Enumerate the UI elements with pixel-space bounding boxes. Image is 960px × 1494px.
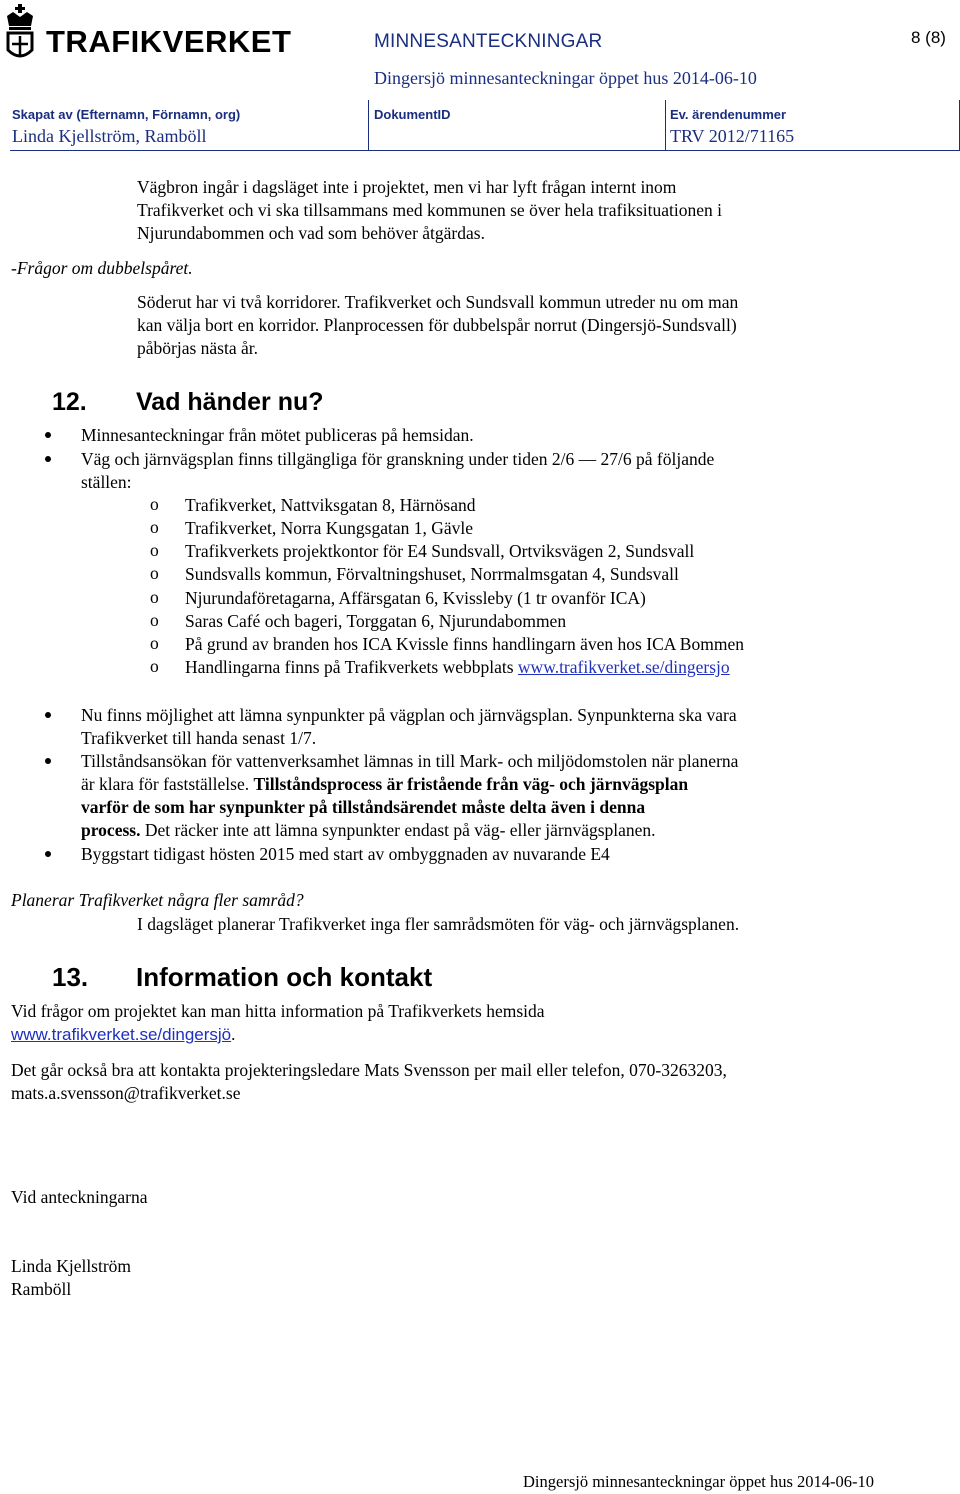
bullet-text: Trafikverket till handa senast 1/7. <box>81 728 317 748</box>
document-id-label: DokumentID <box>374 107 451 122</box>
page-number: 8 (8) <box>911 28 946 47</box>
section-title: Information och kontakt <box>136 962 433 992</box>
case-number-value: TRV 2012/71165 <box>670 126 795 146</box>
list-marker: o <box>150 633 159 653</box>
list-marker: o <box>150 494 159 514</box>
dingersjo-web-link[interactable]: www.trafikverket.se/dingersjo <box>517 657 730 677</box>
header-subtitle: Dingersjö minnesanteckningar öppet hus 2014-06-10 <box>374 68 757 88</box>
trafikverket-logo <box>4 4 304 60</box>
place-item: Sundsvalls kommun, Förvaltningshuset, Norrmalmsgatan 4, Sundsvall <box>185 564 679 584</box>
intro-line: Njurundabommen och vad som behöver åtgärdas. <box>137 223 485 243</box>
created-by-value: Linda Kjellström, Ramböll <box>12 126 207 146</box>
section-title: Vad händer nu? <box>136 388 324 416</box>
bullet-text: Byggstart tidigast hösten 2015 med start av ombyggnaden av nuvarande E4 <box>81 844 610 864</box>
bullet-text: Väg och järnvägsplan finns tillgängliga för granskning under tiden 2/6 — 27/6 på följande <box>81 449 715 469</box>
case-number-label: Ev. ärendenummer <box>670 107 787 122</box>
bullet-text: Nu finns möjlighet att lämna synpunkter på vägplan och järnvägsplan. Synpunkterna ska vara <box>81 705 737 725</box>
header-rule <box>10 150 960 151</box>
logo-wordmark: TRAFIKVERKET <box>46 24 292 59</box>
section-number: 13. <box>52 962 89 992</box>
document-type: MINNESANTECKNINGAR <box>374 31 603 52</box>
signature-label: Vid anteckningarna <box>11 1187 148 1207</box>
place-item: Njurundaföretagarna, Affärsgatan 6, Kvissleby (1 tr ovanför ICA) <box>185 588 646 608</box>
bullet-text: Minnesanteckningar från mötet publiceras på hemsidan. <box>81 425 474 445</box>
section-number: 12. <box>52 388 87 416</box>
list-marker: o <box>150 587 159 607</box>
signature-name: Linda Kjellström <box>11 1256 132 1276</box>
bullet-icon <box>45 432 51 438</box>
info-link-line: www.trafikverket.se/dingersjö. <box>11 1025 236 1044</box>
place-item: Saras Café och bageri, Torggatan 6, Njurundabommen <box>185 611 567 631</box>
question-samrad: Planerar Trafikverket några fler samråd? <box>11 890 304 910</box>
bullet-icon <box>45 712 51 718</box>
place-item: Trafikverkets projektkontor för E4 Sundsvall, Ortviksvägen 2, Sundsvall <box>185 541 695 561</box>
list-marker: o <box>150 656 159 676</box>
header-separator <box>665 100 666 150</box>
bullet-text: är klara för fastställelse. Tillståndsprocess är fristående från väg- och järnvägsplan <box>81 774 689 794</box>
answer-line: Söderut har vi två korridorer. Trafikverket och Sundsvall kommun utreder nu om man <box>137 292 739 312</box>
intro-line: Trafikverket och vi ska tillsammans med kommunen se över hela trafiksituationen i <box>137 200 722 220</box>
crown-icon <box>4 4 304 60</box>
intro-line: Vägbron ingår i dagsläget inte i projektet, men vi har lyft frågan internt inom <box>137 177 677 197</box>
header-separator <box>368 100 369 150</box>
dingersjo-link[interactable]: www.trafikverket.se/dingersjö <box>11 1025 232 1044</box>
contact-line: Det går också bra att kontakta projekteringsledare Mats Svensson per mail eller telefon, 070-3263203, <box>11 1060 727 1080</box>
signature-org: Ramböll <box>11 1279 72 1299</box>
list-marker: o <box>150 517 159 537</box>
answer-samrad: I dagsläget planerar Trafikverket inga fler samrådsmöten för väg- och järnvägsplanen. <box>137 914 740 934</box>
place-item: Trafikverket, Nattviksgatan 8, Härnösand <box>185 495 476 515</box>
place-item: På grund av branden hos ICA Kvissle finns handlingarn även hos ICA Bommen <box>185 634 744 654</box>
created-by-label: Skapat av (Efternamn, Förnamn, org) <box>12 107 241 122</box>
bullet-text: varför de som har synpunkter på tillståndsärendet måste delta även i denna <box>81 797 646 817</box>
page-footer: Dingersjö minnesanteckningar öppet hus 2014-06-10 <box>523 1472 875 1491</box>
bullet-text: process. Det räcker inte att lämna synpunkter endast på väg- eller järnvägsplanen. <box>81 820 656 840</box>
bullet-icon <box>45 851 51 857</box>
list-marker: o <box>150 563 159 583</box>
place-item: Handlingarna finns på Trafikverkets webbplats www.trafikverket.se/dingersjo <box>185 657 730 677</box>
question-dubbelsparet: -Frågor om dubbelspåret. <box>11 258 193 278</box>
bullet-icon <box>45 758 51 764</box>
bullet-icon <box>45 456 51 462</box>
bullet-text: ställen: <box>81 472 132 492</box>
contact-email: mats.a.svensson@trafikverket.se <box>11 1083 241 1103</box>
place-item: Trafikverket, Norra Kungsgatan 1, Gävle <box>185 518 474 538</box>
info-line: Vid frågor om projektet kan man hitta information på Trafikverkets hemsida <box>11 1001 545 1021</box>
list-marker: o <box>150 540 159 560</box>
bullet-text: Tillståndsansökan för vattenverksamhet lämnas in till Mark- och miljödomstolen när planerna <box>81 751 739 771</box>
answer-line: påbörjas nästa år. <box>137 338 258 358</box>
list-marker: o <box>150 610 159 630</box>
answer-line: kan välja bort en korridor. Planprocessen för dubbelspår norrut (Dingersjö-Sundsvall) <box>137 315 737 335</box>
